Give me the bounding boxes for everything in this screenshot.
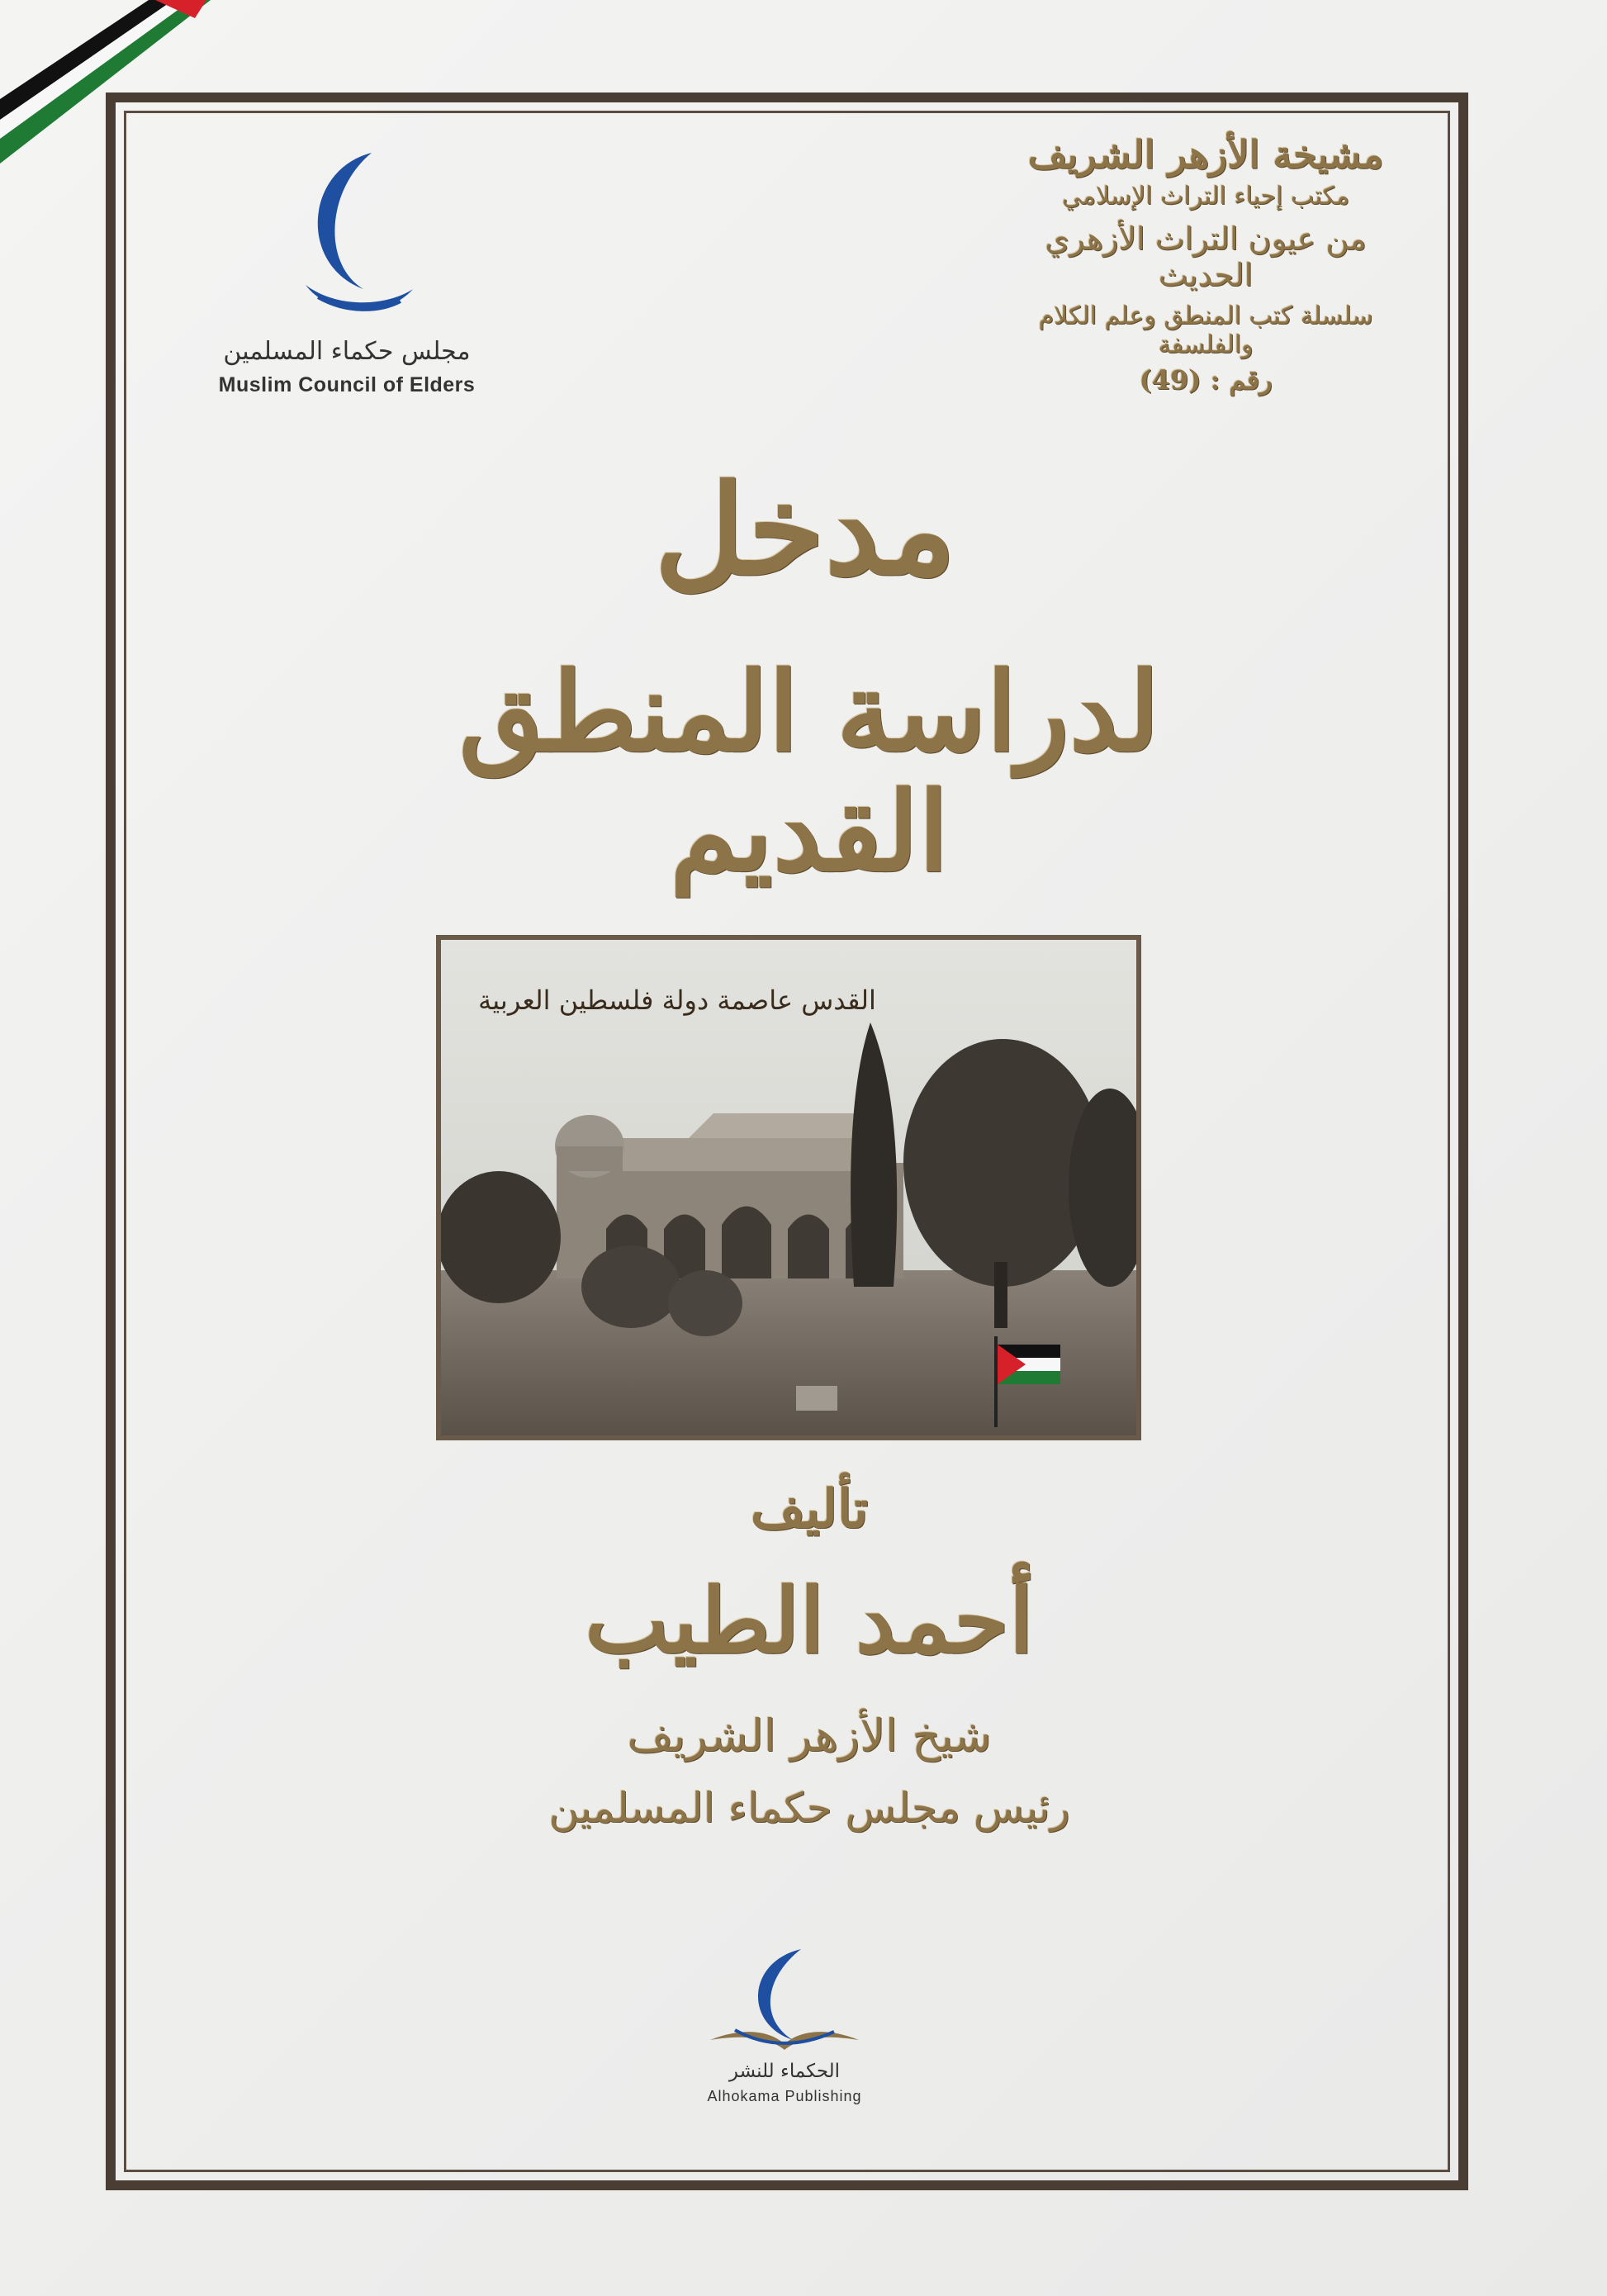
crescent-wave-icon (273, 140, 421, 322)
alhokama-publishing-logo (661, 1941, 908, 2114)
author-name: أحمد الطيب (585, 1569, 1034, 1673)
series-header-line3: من عيون التراث الأزهري الحديث (1045, 221, 1367, 293)
muslim-council-logo (190, 140, 504, 405)
series-header-line2: مكتب إحياء التراث الإسلامي (1061, 182, 1350, 211)
series-number: رقم : (49) (1139, 364, 1273, 396)
photo-caption: القدس عاصمة دولة فلسطين العربية (478, 984, 876, 1016)
series-header-line1: مشيخة الأزهر الشريف (1027, 132, 1384, 177)
crescent-book-icon (661, 1941, 908, 2056)
book-title-line1: مدخل (654, 458, 956, 603)
muslim-council-name-ar: مجلس حكماء المسلمين (223, 337, 471, 366)
series-header-line4: سلسلة كتب المنطق وعلم الكلام والفلسفة (1038, 301, 1373, 359)
authored-by-label: تأليف (750, 1478, 869, 1540)
author-title-1: شيخ الأزهر الشريف (627, 1710, 992, 1762)
muslim-council-name-en: Muslim Council of Elders (218, 373, 476, 396)
series-header (1007, 132, 1404, 396)
book-title-line2: لدراسة المنطق القديم (458, 648, 1160, 897)
alhokama-name-en: Alhokama Publishing (707, 2088, 862, 2104)
alhokama-name-ar: الحكماء للنشر (728, 2061, 841, 2082)
palestine-flag-icon (998, 1345, 1060, 1384)
author-title-2: رئيس مجلس حكماء المسلمين (548, 1784, 1070, 1832)
